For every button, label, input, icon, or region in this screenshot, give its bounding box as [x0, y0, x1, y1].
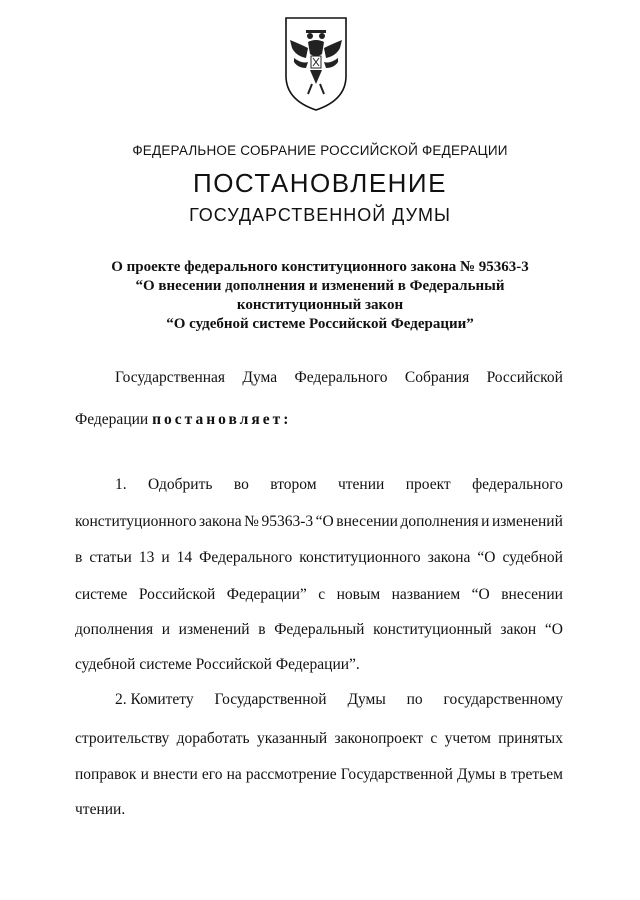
- word: Думы: [347, 691, 386, 708]
- word: государственному: [443, 691, 563, 708]
- word: законопроект: [334, 730, 424, 747]
- word: Думы: [456, 766, 496, 783]
- preamble-line-2: [75, 411, 291, 429]
- word: на: [226, 766, 242, 783]
- word: чтении: [337, 476, 385, 493]
- word: №: [244, 513, 259, 530]
- paragraph-2-line: [75, 730, 563, 748]
- subject-line: О проекте федерального конституционного закона № 95363-3: [111, 259, 529, 275]
- word: доработать: [176, 730, 250, 747]
- word: и: [161, 621, 171, 638]
- word: в: [258, 621, 266, 638]
- word: Государственной: [340, 766, 453, 783]
- word: Федерации”: [226, 586, 307, 603]
- word: в: [499, 766, 507, 783]
- word: с: [430, 730, 438, 747]
- word: Государственной: [214, 691, 327, 708]
- subject-line: конституционный закон: [236, 297, 404, 313]
- word: статьи: [89, 549, 132, 566]
- document-subject: [60, 258, 580, 334]
- parliament-name: ФЕДЕРАЛЬНОЕ СОБРАНИЕ РОССИЙСКОЙ ФЕДЕРАЦИИ: [132, 143, 508, 158]
- coat-of-arms-icon: [282, 14, 350, 114]
- word: строительству: [75, 730, 170, 747]
- word: “О: [471, 586, 490, 603]
- word: Федерации: [75, 411, 149, 428]
- word: конституционный: [373, 621, 492, 638]
- subject-line: “О внесении дополнения и изменений в Федеральный: [135, 278, 505, 294]
- word: и: [161, 549, 170, 566]
- word: внесении: [501, 586, 563, 603]
- word: указанный: [256, 730, 328, 747]
- word: изменений: [178, 621, 250, 638]
- word: по: [406, 691, 423, 708]
- paragraph-1-last-line: судебной системе Российской Федерации”.: [75, 656, 360, 673]
- paragraph-1-line: [75, 549, 563, 567]
- word: поправок: [75, 766, 137, 783]
- paragraph-2-line: [75, 766, 563, 784]
- word: втором: [270, 476, 317, 493]
- paragraph-1-line: [115, 476, 563, 494]
- word: новым: [336, 586, 381, 603]
- word: “О: [315, 513, 334, 530]
- paragraph-2-last-line: чтении.: [75, 801, 126, 818]
- word: Собрания: [404, 369, 470, 386]
- word: в: [75, 549, 83, 566]
- word: дополнения: [75, 621, 154, 638]
- word: 1.: [115, 476, 127, 493]
- word: “О: [544, 621, 563, 638]
- word: и: [481, 513, 490, 530]
- word: федерального: [472, 476, 563, 493]
- word: конституционного: [75, 513, 197, 530]
- subject-line: “О судебной системе Российской Федерации”: [166, 316, 474, 332]
- word: внести: [152, 766, 198, 783]
- word: Федеральный: [274, 621, 365, 638]
- word: внесении: [336, 513, 398, 530]
- word: Государственная: [115, 369, 226, 386]
- word: закона: [198, 513, 242, 530]
- word: судебной: [502, 549, 563, 566]
- word: рассмотрение: [245, 766, 337, 783]
- paragraph-1-line: [75, 621, 563, 639]
- word: Российской: [138, 586, 216, 603]
- word: системе: [75, 586, 128, 603]
- word: Российской: [486, 369, 563, 386]
- paragraph-2-line: [115, 691, 563, 709]
- word: Дума: [242, 369, 278, 386]
- word: 13: [138, 549, 155, 566]
- word: закона: [427, 549, 471, 566]
- word: названием: [391, 586, 461, 603]
- word: и: [140, 766, 149, 783]
- word: Федерального: [294, 369, 388, 386]
- word: дополнения: [400, 513, 479, 530]
- word: 95363-3: [261, 513, 314, 530]
- word: его: [201, 766, 223, 783]
- word: 2. Комитету: [115, 691, 194, 708]
- word: третьем: [510, 766, 563, 783]
- word: Федерального: [199, 549, 293, 566]
- paragraph-1-line: [75, 586, 563, 604]
- word: конституционного: [299, 549, 421, 566]
- word: Одобрить: [148, 476, 213, 493]
- preamble-line: [115, 369, 563, 387]
- word: с: [318, 586, 326, 603]
- document-subtitle: ГОСУДАРСТВЕННОЙ ДУМЫ: [189, 205, 451, 225]
- paragraph-1-line: [75, 513, 563, 531]
- word: учетом: [444, 730, 491, 747]
- document-title: ПОСТАНОВЛЕНИЕ: [193, 168, 447, 198]
- word: проект: [405, 476, 451, 493]
- word: принятых: [498, 730, 563, 747]
- resolves-word: постановляет:: [152, 411, 292, 428]
- word: “О: [477, 549, 496, 566]
- word: изменений: [491, 513, 563, 530]
- word: закон: [500, 621, 537, 638]
- word: 14: [176, 549, 193, 566]
- word: во: [233, 476, 249, 493]
